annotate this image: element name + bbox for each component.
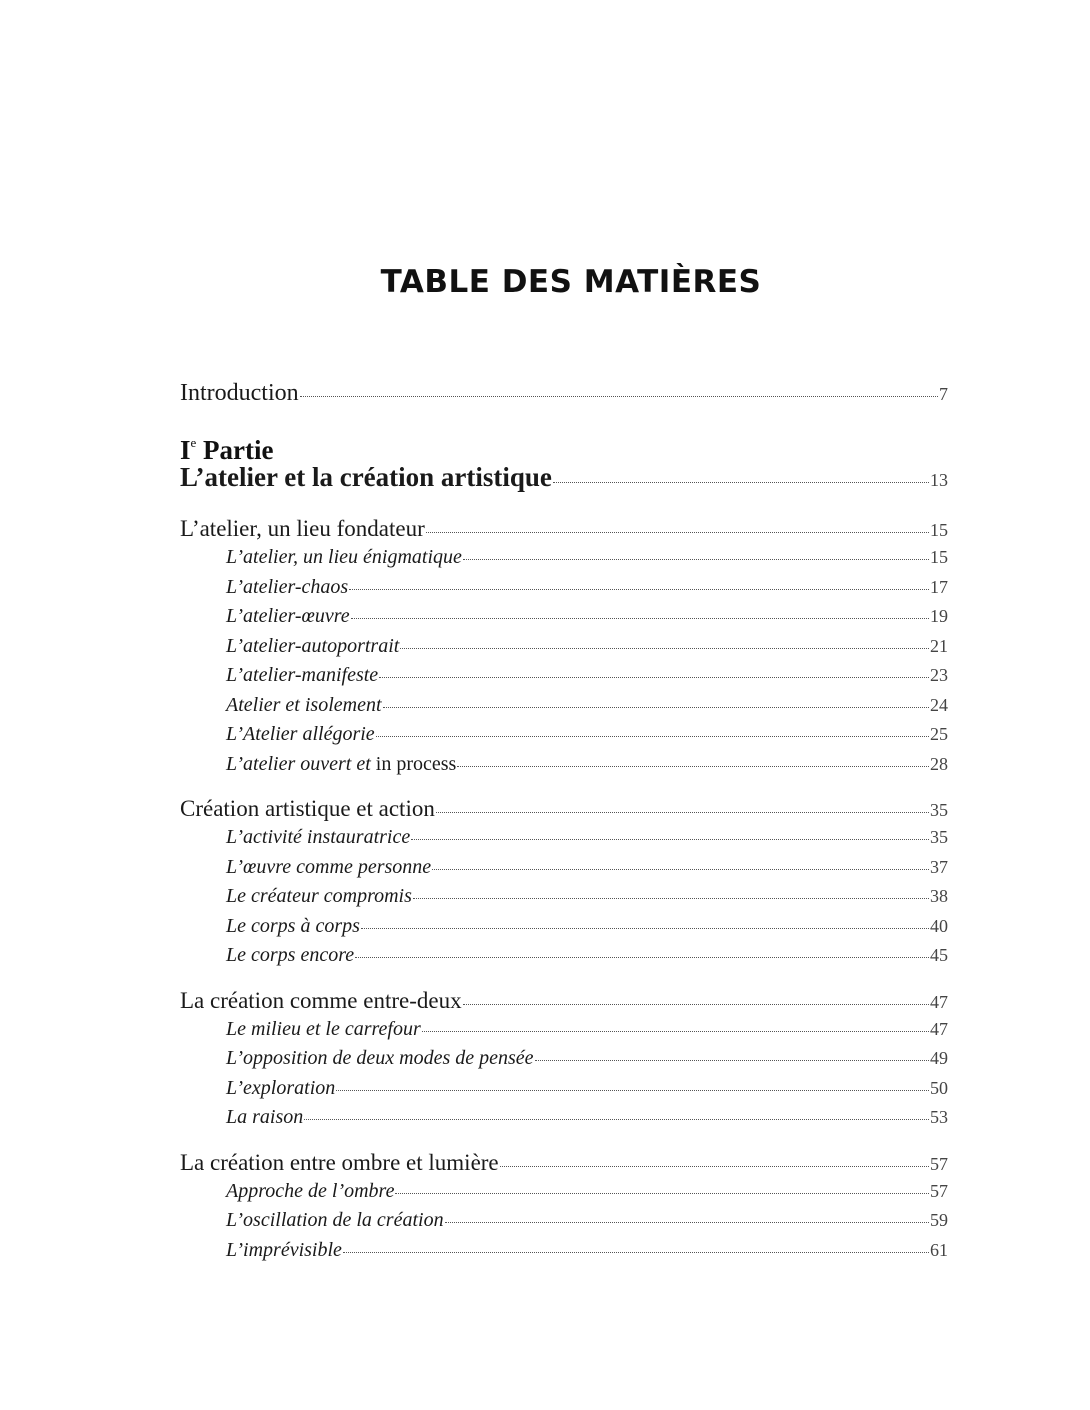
toc-entry-label	[226, 1209, 444, 1232]
dot-leader	[400, 647, 929, 649]
toc-entry-label-roman: in process	[375, 752, 457, 775]
toc-entry-label	[226, 856, 431, 879]
toc-entry-chapter[interactable]	[180, 796, 948, 826]
toc-entry-label-italic: Le milieu et le carrefour	[226, 1017, 421, 1040]
toc-entry-label-italic: L’atelier-chaos	[226, 575, 349, 598]
toc-page-number: 57	[930, 1180, 948, 1201]
toc-entry-label: Introduction	[180, 380, 299, 406]
toc-entry-chapter[interactable]	[180, 516, 948, 546]
toc-page-number: 40	[930, 915, 948, 936]
toc-entry-label	[226, 1077, 335, 1100]
toc-entry-label-italic: L’exploration	[226, 1076, 336, 1099]
toc-entry-section[interactable]	[180, 1239, 948, 1269]
page-title: TABLE DES MATIÈRES	[380, 264, 762, 300]
toc-page-number: 13	[930, 470, 948, 490]
part-word: Partie	[203, 435, 274, 465]
toc-page-number: 37	[930, 856, 948, 877]
toc-entry-label: L’atelier, un lieu fondateur	[180, 516, 425, 541]
dot-leader	[463, 558, 929, 560]
toc-entry-section[interactable]	[180, 753, 948, 783]
toc-page-number: 7	[939, 384, 948, 404]
toc-entry-label	[226, 1106, 303, 1129]
toc-entry-section[interactable]	[180, 694, 948, 724]
toc-entry-label-italic: Le corps à corps	[226, 914, 360, 937]
toc-page-number: 47	[930, 991, 948, 1012]
dot-leader	[535, 1059, 929, 1061]
toc-entry-section[interactable]	[180, 576, 948, 606]
toc-entry-section[interactable]	[180, 546, 948, 576]
toc-entry-introduction[interactable]	[180, 380, 948, 410]
toc-entry-label-italic: L’imprévisible	[226, 1238, 342, 1261]
toc-entry-section[interactable]	[180, 1106, 948, 1136]
toc-entry-label	[226, 694, 382, 717]
toc-page-number: 61	[930, 1239, 948, 1260]
toc-entry-label	[226, 1018, 421, 1041]
toc-entry-label	[226, 1239, 342, 1262]
toc-entry-section[interactable]	[180, 1018, 948, 1048]
toc-entry-label-italic: L’atelier-œuvre	[226, 605, 350, 627]
dot-leader	[383, 706, 929, 708]
dot-leader	[413, 897, 929, 899]
toc-entry-label-italic: La raison	[226, 1106, 304, 1128]
toc-entry-label	[226, 664, 378, 687]
toc-entry-chapter[interactable]	[180, 988, 948, 1018]
toc-page-number: 59	[930, 1210, 948, 1230]
toc-entry-section[interactable]	[180, 605, 948, 635]
toc-entry-label	[226, 915, 360, 938]
dot-leader	[379, 676, 929, 678]
toc-entry-section[interactable]	[180, 826, 948, 856]
toc-entry-label-italic: L’opposition de deux modes de pensée	[226, 1047, 534, 1069]
part-heading	[180, 424, 948, 465]
toc-entry-label-italic: Le corps encore	[226, 944, 355, 966]
toc-page-number: 35	[930, 800, 948, 820]
dot-leader	[304, 1118, 929, 1120]
toc-entry-label-italic: L’oscillation de la création	[226, 1209, 444, 1231]
toc-entry-section[interactable]	[180, 856, 948, 886]
toc-entry-section[interactable]	[180, 944, 948, 974]
toc-entry-section[interactable]	[180, 1180, 948, 1210]
toc-page-number: 35	[930, 827, 948, 847]
toc-entry-section[interactable]	[180, 1209, 948, 1239]
toc-page-number: 17	[930, 576, 948, 597]
toc-entry-label-italic: L’atelier ouvert et	[226, 752, 376, 775]
dot-leader	[376, 735, 929, 737]
toc-page-number: 50	[930, 1077, 948, 1098]
toc-entry-label	[226, 605, 350, 628]
toc-entry-label	[226, 576, 348, 599]
part-numeral-suffix: e	[190, 435, 197, 450]
toc-page-number: 45	[930, 945, 948, 965]
toc-entry-label-italic: Approche de l’ombre	[226, 1179, 395, 1202]
toc-entry-part[interactable]	[180, 462, 948, 502]
toc-page-number: 15	[930, 547, 948, 567]
toc-entry-label-italic: L’atelier-autoportrait	[226, 634, 400, 657]
toc-entry-label-italic: L’activité instauratrice	[226, 826, 411, 848]
toc-page-number: 47	[930, 1018, 948, 1039]
dot-leader	[336, 1089, 929, 1091]
toc-entry-label	[226, 826, 410, 849]
toc-entry-label-italic: L’œuvre comme personne	[226, 855, 432, 878]
toc-entry-label: L’atelier et la création artistique	[180, 462, 552, 492]
toc-entry-label-italic: L’atelier-manifeste	[226, 664, 379, 686]
toc-entry-label	[226, 1047, 534, 1070]
toc-entry-label-italic: Le créateur compromis	[226, 885, 412, 907]
toc-entry-label	[226, 546, 462, 569]
toc-entry-section[interactable]	[180, 635, 948, 665]
toc-entry-label	[226, 1180, 394, 1203]
toc-entry-section[interactable]	[180, 664, 948, 694]
toc-page-number: 23	[930, 665, 948, 685]
dot-leader	[445, 1221, 929, 1223]
dot-leader	[300, 395, 938, 397]
toc-page-number: 19	[930, 606, 948, 626]
dot-leader	[500, 1165, 929, 1167]
chapter-list	[180, 502, 948, 1268]
dot-leader	[349, 588, 929, 590]
toc-page-number: 49	[930, 1048, 948, 1068]
toc-entry-label-italic: Atelier et isolement	[226, 693, 382, 716]
toc-page-number: 28	[930, 753, 948, 774]
toc-page-number: 21	[930, 635, 948, 656]
dot-leader	[457, 765, 929, 767]
toc-entry-label	[226, 635, 399, 658]
toc-page-number: 57	[930, 1153, 948, 1174]
toc-entry-section[interactable]	[180, 1077, 948, 1107]
toc-entry-section[interactable]	[180, 885, 948, 915]
table-of-contents	[180, 380, 948, 1268]
dot-leader	[351, 617, 929, 619]
toc-entry-section[interactable]	[180, 723, 948, 753]
toc-entry-label: Création artistique et action	[180, 796, 435, 821]
toc-page-number: 15	[930, 520, 948, 540]
dot-leader	[553, 481, 929, 483]
part-numeral: I	[180, 435, 191, 465]
toc-entry-section[interactable]	[180, 1047, 948, 1077]
dot-leader	[395, 1192, 929, 1194]
dot-leader	[411, 838, 929, 840]
dot-leader	[361, 927, 929, 929]
toc-entry-label: La création comme entre-deux	[180, 987, 462, 1013]
dot-leader	[436, 811, 929, 813]
toc-entry-label	[226, 753, 456, 776]
dot-leader	[343, 1251, 929, 1253]
dot-leader	[463, 1003, 929, 1005]
toc-page-number: 53	[930, 1107, 948, 1127]
toc-page-number: 25	[930, 724, 948, 744]
dot-leader	[432, 868, 929, 870]
dot-leader	[426, 531, 929, 533]
toc-entry-label	[226, 885, 412, 908]
toc-entry-label	[226, 944, 354, 967]
toc-entry-section[interactable]	[180, 915, 948, 945]
toc-entry-label	[226, 723, 375, 746]
dot-leader	[422, 1030, 929, 1032]
dot-leader	[355, 956, 929, 958]
toc-page-number: 24	[930, 694, 948, 715]
toc-entry-label-italic: L’atelier, un lieu énigmatique	[226, 546, 462, 568]
toc-entry-label: La création entre ombre et lumière	[180, 1149, 499, 1175]
toc-entry-chapter[interactable]	[180, 1150, 948, 1180]
toc-entry-label-italic: L’Atelier allégorie	[226, 723, 375, 745]
toc-page-number: 38	[930, 886, 948, 906]
